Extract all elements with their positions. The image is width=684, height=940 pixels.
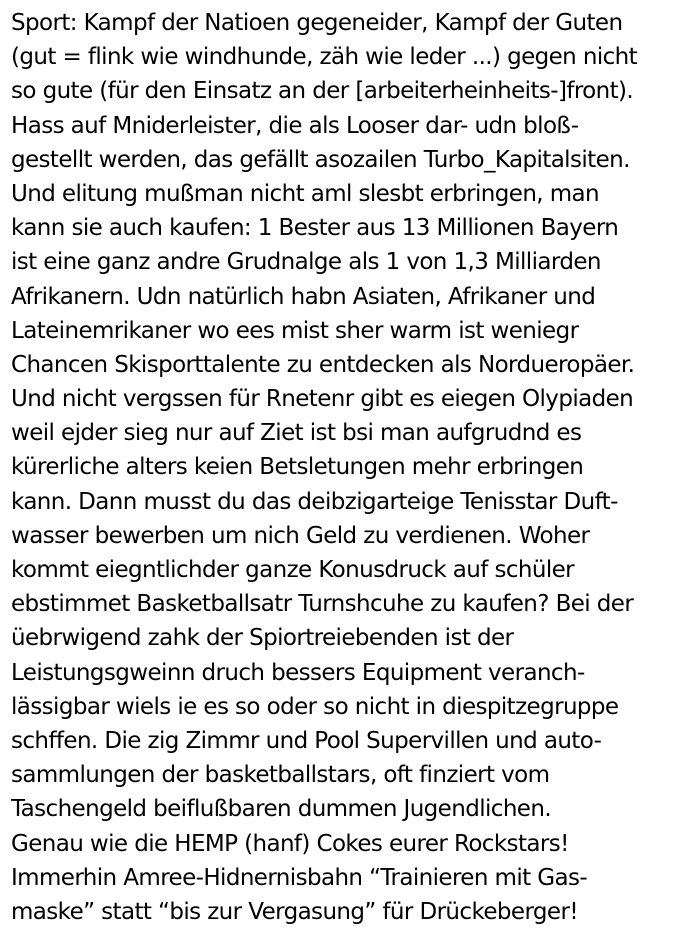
- text-line-24: Taschengeld beiflußbaren dummen Jugendlichen.: [11, 796, 552, 823]
- text-line-3: so gute (für den Einsatz an der [arbeiterheinheits-]front).: [11, 78, 634, 105]
- text-line-9: Afrikanern. Udn natürlich habn Asiaten, Afrikaner und: [11, 283, 596, 310]
- text-line-27: maske” statt “bis zur Vergasung” für Drückeberger!: [11, 898, 578, 925]
- text-line-26: Immerhin Amree-Hidnernisbahn “Trainieren mit Gas-: [11, 864, 588, 891]
- text-line-13: weil ejder sieg nur auf Ziet ist bsi man aufgrudnd es: [11, 420, 582, 447]
- text-line-17: kommt eiegntlichder ganze Konusdruck auf schüler: [11, 557, 575, 583]
- text-line-25: Genau wie die HEMP (hanf) Cokes eurer Rockstars!: [11, 830, 569, 857]
- document-text: [11, 6, 681, 929]
- text-line-15: kann. Dann musst du das deibzigarteige Tenisstar Duft-: [11, 488, 618, 515]
- text-line-16: wasser bewerben um nich Geld zu verdienen. Woher: [11, 522, 590, 549]
- text-line-18: ebstimmet Basketballsatr Turnshcuhe zu kaufen? Bei der: [11, 591, 634, 618]
- text-line-4: Hass auf Mniderleister, die als Looser dar- udn bloß-: [11, 112, 579, 139]
- text-line-19: üebrwigend zahk der Spiortreiebenden ist der: [11, 625, 514, 652]
- text-line-5: gestellt werden, das gefällt asozailen Turbo_Kapitalsiten.: [11, 146, 630, 173]
- text-line-7: kann sie auch kaufen: 1 Bester aus 13 Millionen Bayern: [11, 215, 619, 242]
- text-line-2: (gut = flink wie windhunde, zäh wie leder ...) gegen nicht: [11, 44, 638, 71]
- text-line-10: Lateinemrikaner wo ees mist sher warm ist weniegr: [11, 317, 579, 344]
- text-line-6: Und elitung mußman nicht aml slesbt erbringen, man: [11, 180, 600, 207]
- text-line-11: Chancen Skisporttalente zu entdecken als Nordueropäer.: [11, 351, 635, 378]
- text-line-20: Leistungsgweinn druch bessers Equipment veranch-: [11, 659, 585, 686]
- text-line-12: Und nicht vergssen für Rnetenr gibt es eiegen Olypiaden: [11, 386, 634, 413]
- text-line-21: lässigbar wiels ie es so oder so nicht in diespitzegruppe: [11, 693, 619, 720]
- text-line-22: schffen. Die zig Zimmr und Pool Supervillen und auto-: [11, 727, 602, 754]
- text-line-14: kürerliche alters keien Betsletungen mehr erbringen: [11, 454, 584, 481]
- text-line-23: sammlungen der basketballstars, oft finziert vom: [11, 762, 550, 789]
- text-line-1: Sport: Kampf der Natioen gegeneider, Kampf der Guten: [11, 10, 623, 36]
- text-line-8: ist eine ganz andre Grudnalge als 1 von 1,3 Milliarden: [11, 249, 601, 276]
